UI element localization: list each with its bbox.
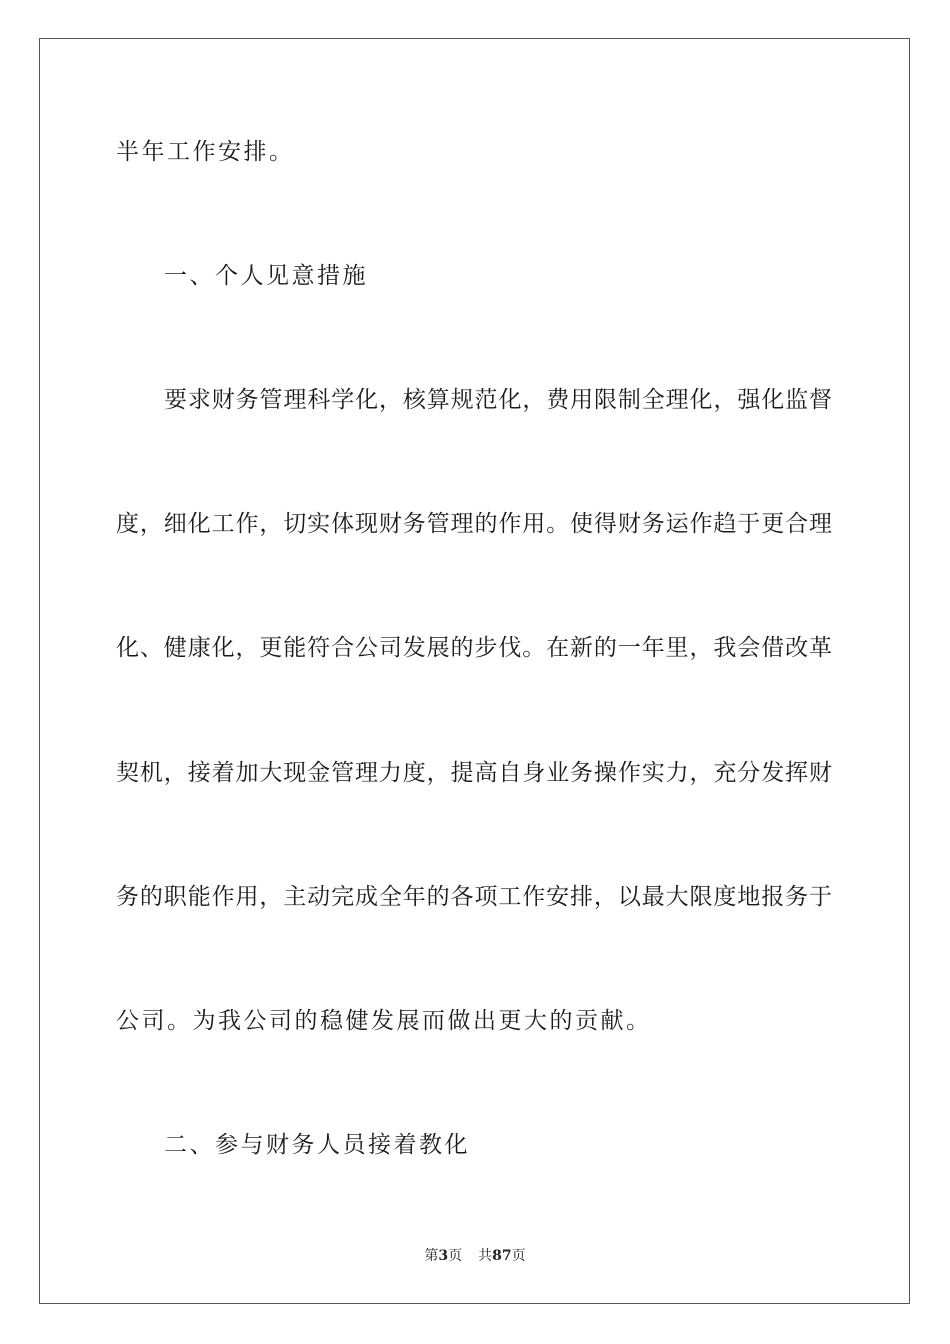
section-heading-1: 一、个人见意措施	[164, 263, 368, 289]
body-line-5: 契机，接着加大现金管理力度，提高自身业务操作实力，充分发挥财	[116, 760, 832, 786]
body-line-2: 要求财务管理科学化，核算规范化，费用限制全理化，强化监督	[164, 387, 832, 413]
section-heading-2: 二、参与财务人员接着教化	[164, 1132, 470, 1158]
body-line-3: 度，细化工作，切实体现财务管理的作用。使得财务运作趋于更合理	[116, 511, 832, 537]
page-suffix: 页	[448, 1248, 463, 1264]
total-suffix: 页	[511, 1248, 526, 1264]
body-line-6: 务的职能作用，主动完成全年的各项工作安排，以最大限度地报务于	[116, 884, 832, 910]
total-pages: 87	[492, 1248, 512, 1264]
page-number: 3	[438, 1248, 449, 1264]
body-line-7: 公司。为我公司的稳健发展而做出更大的贡献。	[116, 1008, 652, 1034]
page-prefix: 第	[424, 1248, 439, 1264]
body-line-4: 化、健康化，更能符合公司发展的步伐。在新的一年里，我会借改革	[116, 635, 832, 661]
body-line-1: 半年工作安排。	[116, 139, 295, 165]
total-prefix: 共	[478, 1248, 493, 1264]
page-border	[39, 38, 910, 1304]
page-footer	[0, 1246, 950, 1266]
